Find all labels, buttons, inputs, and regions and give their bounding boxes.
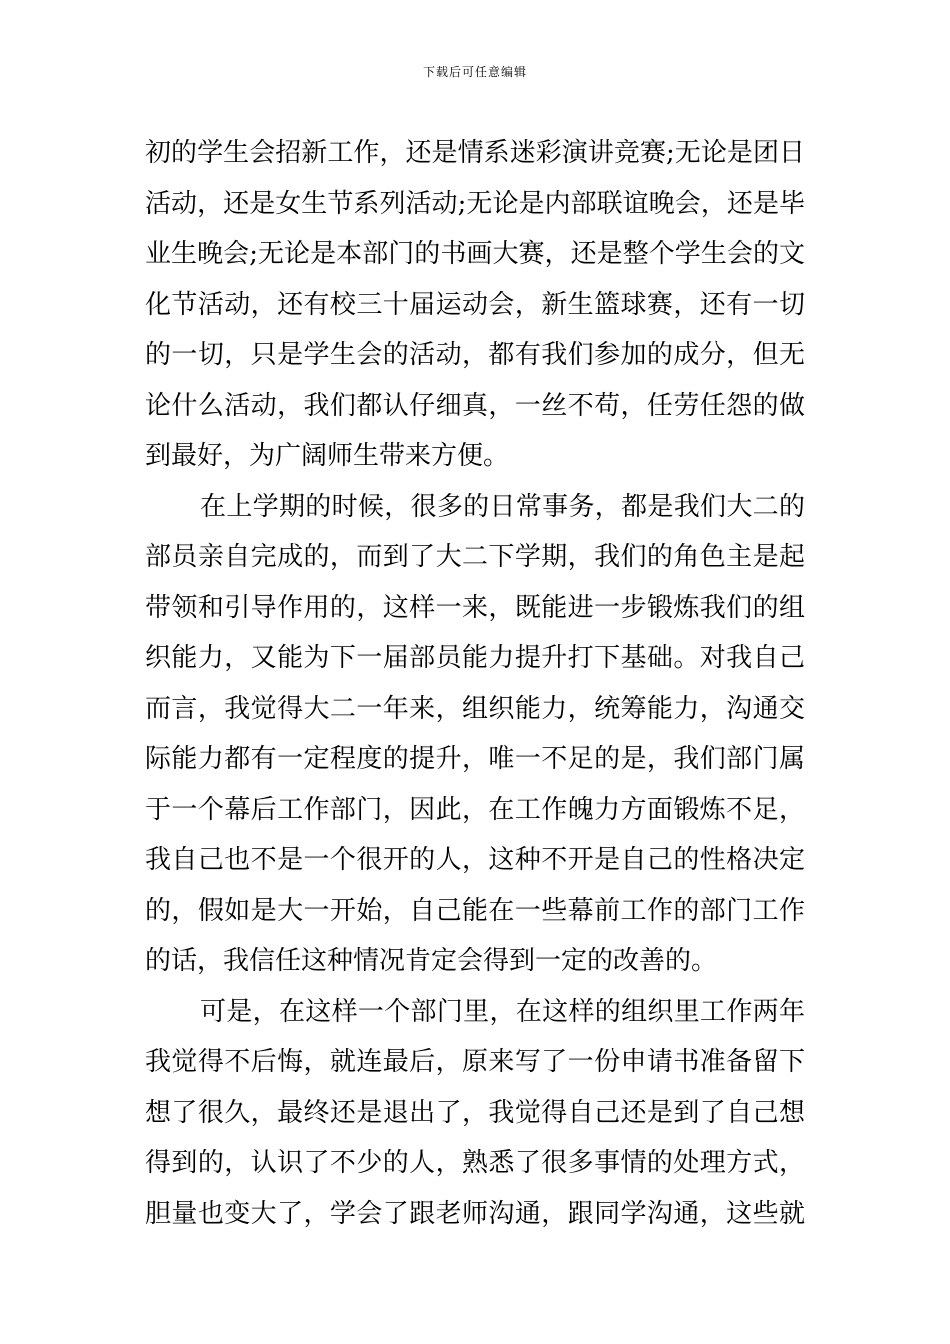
text-line: 带领和引导作用的，这样一来，既能进一步锻炼我们的组 — [145, 592, 805, 623]
text-line: 业生晚会;无论是本部门的书画大赛，还是整个学生会的文 — [145, 239, 805, 269]
text-line: 化节活动，还有校三十届运动会，新生篮球赛，还有一切 — [145, 289, 805, 320]
text-line: 于一个幕后工作部门，因此，在工作魄力方面锻炼不足， — [145, 794, 805, 825]
text-line: 部员亲自完成的，而到了大二下学期，我们的角色主是起 — [145, 542, 805, 572]
text-line: 想了很久，最终还是退出了，我觉得自己还是到了自己想 — [145, 1097, 805, 1128]
text-line: 胆量也变大了，学会了跟老师沟通，跟同学沟通，这些就 — [145, 1198, 805, 1229]
body-text — [145, 128, 805, 1239]
text-line: 得到的，认识了不少的人，熟悉了很多事情的处理方式， — [145, 1148, 805, 1178]
text-line: 初的学生会招新工作，还是情系迷彩演讲竞赛;无论是团日 — [145, 138, 805, 168]
text-line: 我觉得不后悔，就连最后，原来写了一份申请书准备留下 — [145, 1047, 805, 1077]
text-line: 论什么活动，我们都认仔细真，一丝不苟，任劳任怨的做 — [145, 390, 805, 421]
text-line: 活动，还是女生节系列活动;无论是内部联谊晚会，还是毕 — [145, 188, 805, 219]
text-line: 而言，我觉得大二一年来，组织能力，统筹能力，沟通交 — [145, 693, 805, 724]
text-line: 我自己也不是一个很开的人，这种不开是自己的性格决定 — [145, 845, 805, 875]
text-line: 到最好，为广阔师生带来方便。 — [145, 441, 510, 471]
text-line: 的一切，只是学生会的活动，都有我们参加的成分，但无 — [145, 340, 805, 370]
text-line: 的，假如是大一开始，自己能在一些幕前工作的部门工作 — [145, 895, 805, 926]
paragraph-start-line: 在上学期的时候，很多的日常事务，都是我们大二的 — [200, 491, 805, 522]
page-header: 下载后可任意编辑 — [422, 65, 527, 79]
text-line: 的话，我信任这种情况肯定会得到一定的改善的。 — [145, 946, 718, 976]
text-line: 织能力，又能为下一届部员能力提升打下基础。对我自己 — [145, 643, 805, 673]
paragraph-start-line: 可是，在这样一个部门里，在这样的组织里工作两年 — [200, 996, 805, 1027]
text-line: 际能力都有一定程度的提升，唯一不足的是，我们部门属 — [145, 744, 805, 774]
